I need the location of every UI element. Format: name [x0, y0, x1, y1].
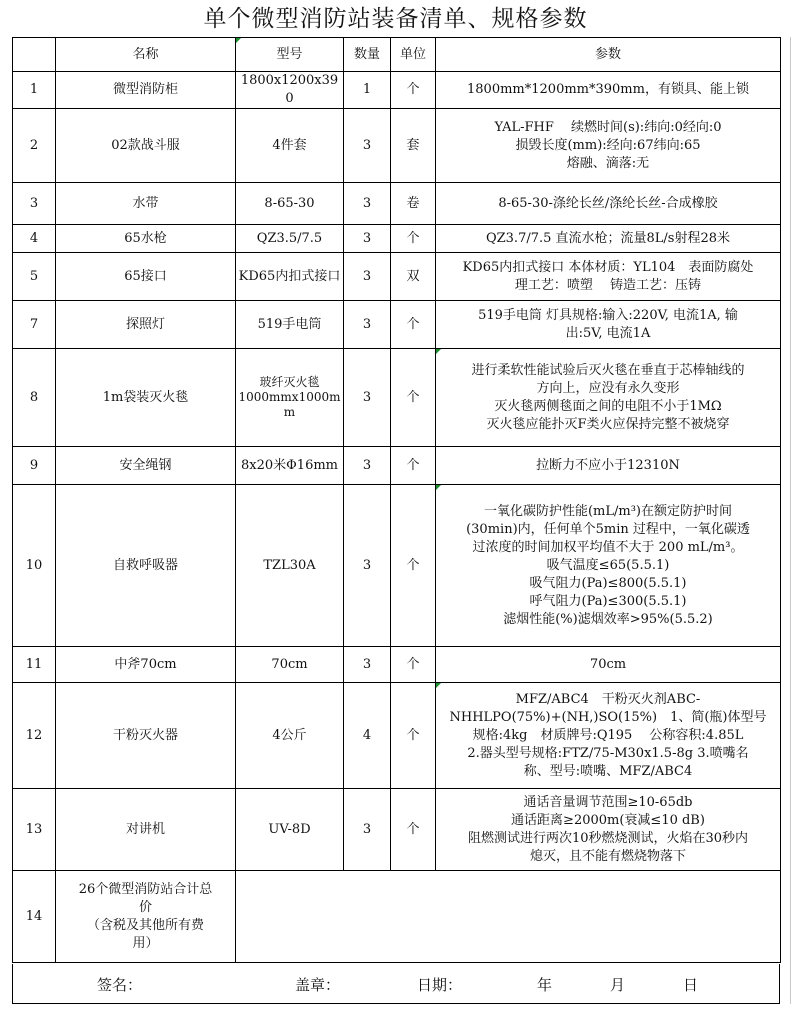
item-params — [436, 72, 781, 109]
table-row — [13, 447, 781, 485]
month-label: 月 — [610, 976, 626, 994]
param-line: QZ3.7/7.5 直流水枪；流量8L/s射程28米 — [485, 230, 731, 246]
item-params — [436, 647, 781, 683]
param-line: 理工艺：喷塑 铸造工艺：压铸 — [514, 277, 702, 293]
item-qty: 3 — [344, 349, 391, 447]
total-row — [13, 871, 781, 963]
header-qty: 数量 — [344, 38, 391, 72]
param-line: KD65内扣式接口 本体材质：YL104 表面防腐处 — [462, 259, 754, 275]
item-model-line: 4公斤 — [272, 727, 307, 743]
table-row — [13, 301, 781, 349]
item-params — [436, 683, 781, 789]
item-unit: 个 — [391, 789, 436, 871]
item-model — [236, 349, 344, 447]
table-row — [13, 253, 781, 301]
item-qty: 3 — [344, 253, 391, 301]
total-label-line: （含税及其他所有费 — [86, 917, 204, 933]
param-line: (30min)内，任何单个5min 过程中，一氧化碳透 — [466, 521, 750, 537]
item-qty: 3 — [344, 789, 391, 871]
param-line: 损毁长度(mm):经向:67纬向:65 — [515, 137, 701, 153]
item-name: 安全绳钢 — [56, 447, 236, 485]
param-line: 8-65-30-涤纶长丝/涤纶长丝-合成橡胶 — [498, 195, 718, 211]
item-params — [436, 253, 781, 301]
item-model-line: 1000mmx1000mm — [238, 390, 341, 419]
param-line: 呼气阻力(Pa)≤300(5.5.1) — [529, 593, 687, 609]
item-model-line: 519手电筒 — [257, 316, 322, 332]
item-params — [436, 349, 781, 447]
item-model — [236, 109, 344, 183]
table-row — [13, 349, 781, 447]
param-line: 规格:4kg 材质牌号:Q195 公称容积:4.85L — [472, 727, 744, 743]
row-number: 7 — [13, 301, 56, 349]
item-name: 自救呼吸器 — [56, 485, 236, 647]
row-number: 9 — [13, 447, 56, 485]
total-label-line: 价 — [138, 899, 152, 915]
item-params — [436, 225, 781, 253]
table-row — [13, 789, 781, 871]
param-line: 灭火毯应能扑灭F类火应保持完整不被烧穿 — [486, 416, 730, 432]
item-model — [236, 647, 344, 683]
table-row — [13, 225, 781, 253]
table-row — [13, 683, 781, 789]
total-label-line: 26个微型消防站合计总 — [78, 881, 213, 897]
item-model-line: 玻纤灭火毯 — [259, 375, 320, 389]
item-model-line: 8x20米Φ16mm — [241, 457, 338, 473]
param-line: 拉断力不应小于12310N — [536, 457, 680, 473]
item-model-line: TZL30A — [263, 557, 316, 573]
item-unit: 个 — [391, 301, 436, 349]
item-model-line: QZ3.5/7.5 — [256, 230, 323, 246]
item-params — [436, 485, 781, 647]
item-model — [236, 789, 344, 871]
item-unit: 个 — [391, 485, 436, 647]
param-line: 进行柔软性能试验后灭火毯在垂直于芯棒轴线的 — [471, 362, 745, 378]
item-name: 微型消防柜 — [56, 72, 236, 109]
item-name: 干粉灭火器 — [56, 683, 236, 789]
item-params — [436, 183, 781, 225]
header-model: 型号 — [236, 38, 344, 72]
item-name: 65接口 — [56, 253, 236, 301]
param-line: 称、型号:喷嘴、MFZ/ABC4 — [523, 763, 693, 779]
item-model-line: 1800x1200x390 — [240, 73, 339, 106]
page-title: 单个微型消防站装备清单、规格参数 — [203, 6, 588, 32]
item-qty: 3 — [344, 225, 391, 253]
item-name: 02款战斗服 — [56, 109, 236, 183]
item-model — [236, 683, 344, 789]
item-name: 1m袋装灭火毯 — [56, 349, 236, 447]
row-number: 3 — [13, 183, 56, 225]
item-unit: 卷 — [391, 183, 436, 225]
item-model — [236, 72, 344, 109]
param-line: NHHLPO(75%)+(NH,)SO(15%) 1、简(瓶)体型号 — [449, 709, 767, 725]
item-model — [236, 485, 344, 647]
item-unit: 个 — [391, 447, 436, 485]
row-number: 4 — [13, 225, 56, 253]
total-label-line: 用） — [132, 935, 159, 951]
item-unit: 套 — [391, 109, 436, 183]
item-model — [236, 447, 344, 485]
item-model — [236, 301, 344, 349]
row-number: 12 — [13, 683, 56, 789]
date-label: 日期： — [417, 976, 463, 994]
row-number: 14 — [13, 871, 56, 963]
signature-footer — [12, 964, 780, 1004]
item-unit: 个 — [391, 349, 436, 447]
item-qty: 3 — [344, 301, 391, 349]
item-qty: 3 — [344, 647, 391, 683]
item-params — [436, 447, 781, 485]
item-qty: 3 — [344, 485, 391, 647]
item-qty: 1 — [344, 72, 391, 109]
item-qty: 3 — [344, 447, 391, 485]
param-line: 一氧化碳防护性能(mL/m³)在额定防护时间 — [483, 503, 733, 519]
row-number: 11 — [13, 647, 56, 683]
item-model-line: 4件套 — [272, 137, 307, 153]
item-qty: 3 — [344, 183, 391, 225]
table-row — [13, 485, 781, 647]
param-line: 通话距离≥2000m(衰减≤10 dB) — [511, 812, 705, 828]
table-row — [13, 647, 781, 683]
item-params — [436, 109, 781, 183]
row-number: 1 — [13, 72, 56, 109]
item-name: 水带 — [56, 183, 236, 225]
param-line: 519手电筒 灯具规格:输入:220V, 电流1A, 输 — [478, 307, 738, 323]
sign-label: 签名： — [97, 976, 143, 994]
param-line: YAL-FHF 续燃时间(s):纬向:0经向:0 — [494, 119, 722, 135]
item-model-line: 70cm — [271, 656, 308, 672]
item-model-line: 8-65-30 — [264, 195, 315, 211]
item-params — [436, 301, 781, 349]
param-line: 70cm — [589, 656, 627, 672]
header-index — [13, 38, 56, 72]
year-label: 年 — [537, 976, 553, 994]
item-name: 对讲机 — [56, 789, 236, 871]
header-row — [13, 38, 781, 72]
param-line: 出:5V, 电流1A — [565, 325, 651, 341]
param-line: 滤烟性能(%)滤烟效率>95%(5.5.2) — [503, 611, 713, 627]
item-model-line: KD65内扣式接口 — [238, 268, 341, 284]
item-name: 中斧70cm — [56, 647, 236, 683]
row-number: 8 — [13, 349, 56, 447]
item-unit: 个 — [391, 683, 436, 789]
table-row — [13, 109, 781, 183]
param-line: MFZ/ABC4 干粉灭火剂ABC- — [515, 691, 701, 707]
total-price-value[interactable] — [236, 871, 781, 963]
param-line: 灭火毯两侧毯面之间的电阻不小于1MΩ — [494, 398, 722, 414]
item-model — [236, 225, 344, 253]
row-number: 5 — [13, 253, 56, 301]
param-line: 阻燃测试进行两次10秒燃烧测试，火焰在30秒内 — [467, 830, 749, 846]
param-line: 方向上，应没有永久变形 — [536, 380, 680, 396]
item-qty: 4 — [344, 683, 391, 789]
item-params — [436, 789, 781, 871]
param-line: 2.器头型号规格:FTZ/75-M30x1.5-8g 3.喷嘴名 — [467, 745, 749, 761]
item-unit: 双 — [391, 253, 436, 301]
table-row — [13, 72, 781, 109]
item-model — [236, 183, 344, 225]
param-line: 1800mm*1200mm*390mm，有锁具、能上锁 — [467, 82, 749, 97]
item-name: 65水枪 — [56, 225, 236, 253]
row-number: 10 — [13, 485, 56, 647]
param-line: 吸气阻力(Pa)≤800(5.5.1) — [529, 575, 687, 591]
total-price-label — [56, 871, 236, 963]
param-line: 吸气温度≤65(5.5.1) — [546, 557, 670, 573]
param-line: 过浓度的时间加权平均值不大于 200 mL/m³。 — [472, 539, 744, 555]
row-number: 2 — [13, 109, 56, 183]
day-label: 日 — [683, 976, 699, 994]
item-unit: 个 — [391, 225, 436, 253]
seal-label: 盖章： — [295, 976, 341, 994]
item-unit: 个 — [391, 72, 436, 109]
item-name: 探照灯 — [56, 301, 236, 349]
item-model-line: UV-8D — [268, 821, 311, 837]
row-number: 13 — [13, 789, 56, 871]
param-line: 通话音量调节范围≥10-65db — [523, 794, 693, 810]
table-row — [13, 183, 781, 225]
header-params: 参数 — [436, 38, 781, 72]
item-model — [236, 253, 344, 301]
item-unit: 个 — [391, 647, 436, 683]
header-name: 名称 — [56, 38, 236, 72]
header-unit: 单位 — [391, 38, 436, 72]
param-line: 熔融、滴落:无 — [566, 155, 650, 171]
item-qty: 3 — [344, 109, 391, 183]
param-line: 熄灭，且不能有燃烧物落下 — [529, 848, 686, 864]
equipment-table — [12, 37, 781, 963]
